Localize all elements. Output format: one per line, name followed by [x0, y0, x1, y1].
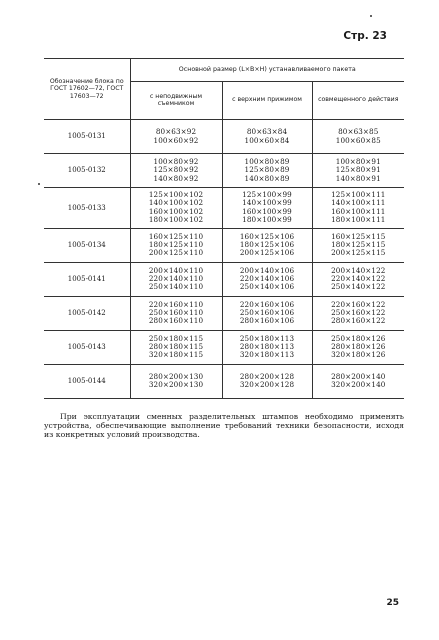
size-value: 320×180×126	[331, 350, 386, 360]
size-value: 160×100×99	[242, 206, 292, 216]
subheader-top-clamp: с верхним прижимом	[222, 81, 312, 119]
size-value: 180×100×99	[242, 215, 292, 225]
size-value: 280×200×130	[148, 371, 204, 381]
main-size-header: Основной размер (L×B×H) устанавливаемого пакета	[130, 59, 404, 82]
block-designation: 1005-0132	[44, 154, 130, 188]
size-cell	[130, 330, 222, 364]
subheader-combined-action: совмещенного действия	[312, 81, 404, 119]
size-cell	[130, 364, 222, 398]
block-designation: 1005-0144	[44, 364, 130, 398]
size-value: 140×80×91	[335, 173, 381, 183]
block-designation: 1005-0142	[44, 296, 130, 330]
size-value: 140×100×102	[148, 198, 204, 208]
size-value: 125×80×89	[244, 165, 290, 175]
size-value: 180×125×115	[331, 239, 386, 249]
size-value: 80×63×85	[338, 127, 379, 137]
size-value: 280×200×128	[239, 371, 295, 381]
size-cell	[312, 296, 404, 330]
size-cell	[222, 188, 312, 229]
size-value: 100×80×91	[335, 156, 381, 166]
size-value: 320×200×130	[148, 380, 204, 390]
size-value: 320×200×140	[331, 380, 386, 390]
size-cell	[222, 120, 312, 154]
size-value: 200×140×122	[331, 265, 386, 275]
table-body	[44, 120, 404, 399]
size-cell	[222, 228, 312, 262]
size-value: 250×140×122	[331, 282, 386, 292]
size-value: 250×160×110	[148, 307, 204, 317]
size-value: 200×140×106	[239, 265, 295, 275]
size-cell	[312, 120, 404, 154]
size-value: 250×180×126	[331, 333, 386, 343]
size-value: 280×200×140	[331, 371, 386, 381]
size-cell	[130, 154, 222, 188]
size-value: 220×160×122	[331, 299, 386, 309]
block-designation: 1005-0141	[44, 262, 130, 296]
size-value: 180×100×111	[331, 215, 386, 225]
size-value: 180×125×106	[239, 239, 295, 249]
size-value: 250×180×115	[148, 333, 204, 343]
size-cell	[222, 364, 312, 398]
size-value: 125×100×111	[331, 190, 386, 199]
size-cell	[312, 228, 404, 262]
size-value: 125×100×99	[242, 190, 292, 199]
size-cell	[312, 188, 404, 229]
size-cell	[130, 120, 222, 154]
size-value: 200×125×115	[331, 248, 386, 258]
size-value: 320×200×128	[239, 380, 295, 390]
size-value: 180×100×102	[148, 215, 204, 225]
block-designation: 1005-0143	[44, 330, 130, 364]
size-value: 200×125×110	[148, 248, 204, 258]
size-value: 125×100×102	[148, 190, 204, 199]
size-value: 160×125×110	[148, 231, 204, 241]
size-value: 280×180×115	[148, 341, 204, 351]
size-value: 250×140×110	[148, 282, 204, 292]
size-cell	[130, 188, 222, 229]
size-cell	[130, 228, 222, 262]
size-value: 80×63×84	[246, 127, 288, 137]
size-value: 280×160×110	[148, 316, 204, 326]
size-cell	[222, 330, 312, 364]
size-value: 160×125×115	[331, 231, 386, 241]
size-value: 250×160×122	[331, 307, 386, 317]
size-value: 280×180×113	[239, 341, 295, 351]
page-number: 25	[386, 598, 399, 608]
size-cell	[312, 330, 404, 364]
size-cell	[312, 364, 404, 398]
block-designation: 1005-0134	[44, 228, 130, 262]
size-value: 250×180×113	[239, 333, 295, 343]
size-value: 140×80×92	[153, 173, 199, 183]
size-value: 200×125×106	[239, 248, 295, 258]
size-value: 220×160×106	[239, 299, 295, 309]
size-value: 100×80×89	[244, 156, 290, 166]
size-value: 320×180×113	[239, 350, 295, 360]
size-value: 280×180×126	[331, 341, 386, 351]
print-speck	[38, 183, 40, 185]
size-value: 220×140×106	[239, 273, 295, 283]
size-value: 125×80×91	[335, 165, 381, 175]
size-cell	[222, 154, 312, 188]
size-cell	[312, 262, 404, 296]
size-value: 140×100×99	[242, 198, 292, 208]
package-size-table	[44, 58, 404, 399]
table-row	[44, 120, 404, 154]
size-value: 100×60×85	[335, 135, 381, 145]
block-designation: 1005-0133	[44, 188, 130, 229]
table-row	[44, 154, 404, 188]
size-value: 180×125×110	[148, 239, 204, 249]
table-row	[44, 364, 404, 398]
size-cell	[130, 296, 222, 330]
size-cell	[312, 154, 404, 188]
size-value: 100×80×92	[153, 156, 199, 166]
size-value: 100×60×92	[153, 135, 199, 145]
safety-note: При эксплуатации сменных разделительных штампов необходимо применять устройства, обеспечивающие выполнение требований техники безопасности, исходя из конкретных условий производства.	[44, 411, 404, 440]
table-row	[44, 188, 404, 229]
table-row	[44, 228, 404, 262]
size-value: 160×100×102	[148, 206, 204, 216]
size-cell	[130, 262, 222, 296]
size-value: 160×100×111	[331, 206, 386, 216]
size-value: 220×140×110	[148, 273, 204, 283]
table-row	[44, 262, 404, 296]
block-designation: 1005-0131	[44, 120, 130, 154]
table-row	[44, 296, 404, 330]
designation-header: Обозначение блока по ГОСТ 17602—72, ГОСТ 17603—72	[44, 59, 130, 120]
size-value: 250×160×106	[239, 307, 295, 317]
size-cell	[222, 262, 312, 296]
size-value: 320×180×115	[148, 350, 204, 360]
size-value: 220×140×122	[331, 273, 386, 283]
subheader-fixed-stripper: с неподвижным съемником	[130, 81, 222, 119]
size-value: 220×160×110	[148, 299, 204, 309]
size-value: 160×125×106	[239, 231, 295, 241]
size-value: 280×160×106	[239, 316, 295, 326]
size-value: 280×160×122	[331, 316, 386, 326]
size-value: 200×140×110	[148, 265, 204, 275]
size-value: 100×60×84	[244, 135, 290, 145]
size-value: 140×100×111	[331, 198, 386, 208]
size-value: 250×140×106	[239, 282, 295, 292]
size-value: 125×80×92	[153, 165, 199, 175]
table-row	[44, 330, 404, 364]
size-value: 140×80×89	[244, 173, 290, 183]
size-value: 80×63×92	[155, 127, 197, 137]
page-label: Стр. 23	[343, 30, 387, 42]
size-cell	[222, 296, 312, 330]
print-speck	[370, 15, 372, 17]
